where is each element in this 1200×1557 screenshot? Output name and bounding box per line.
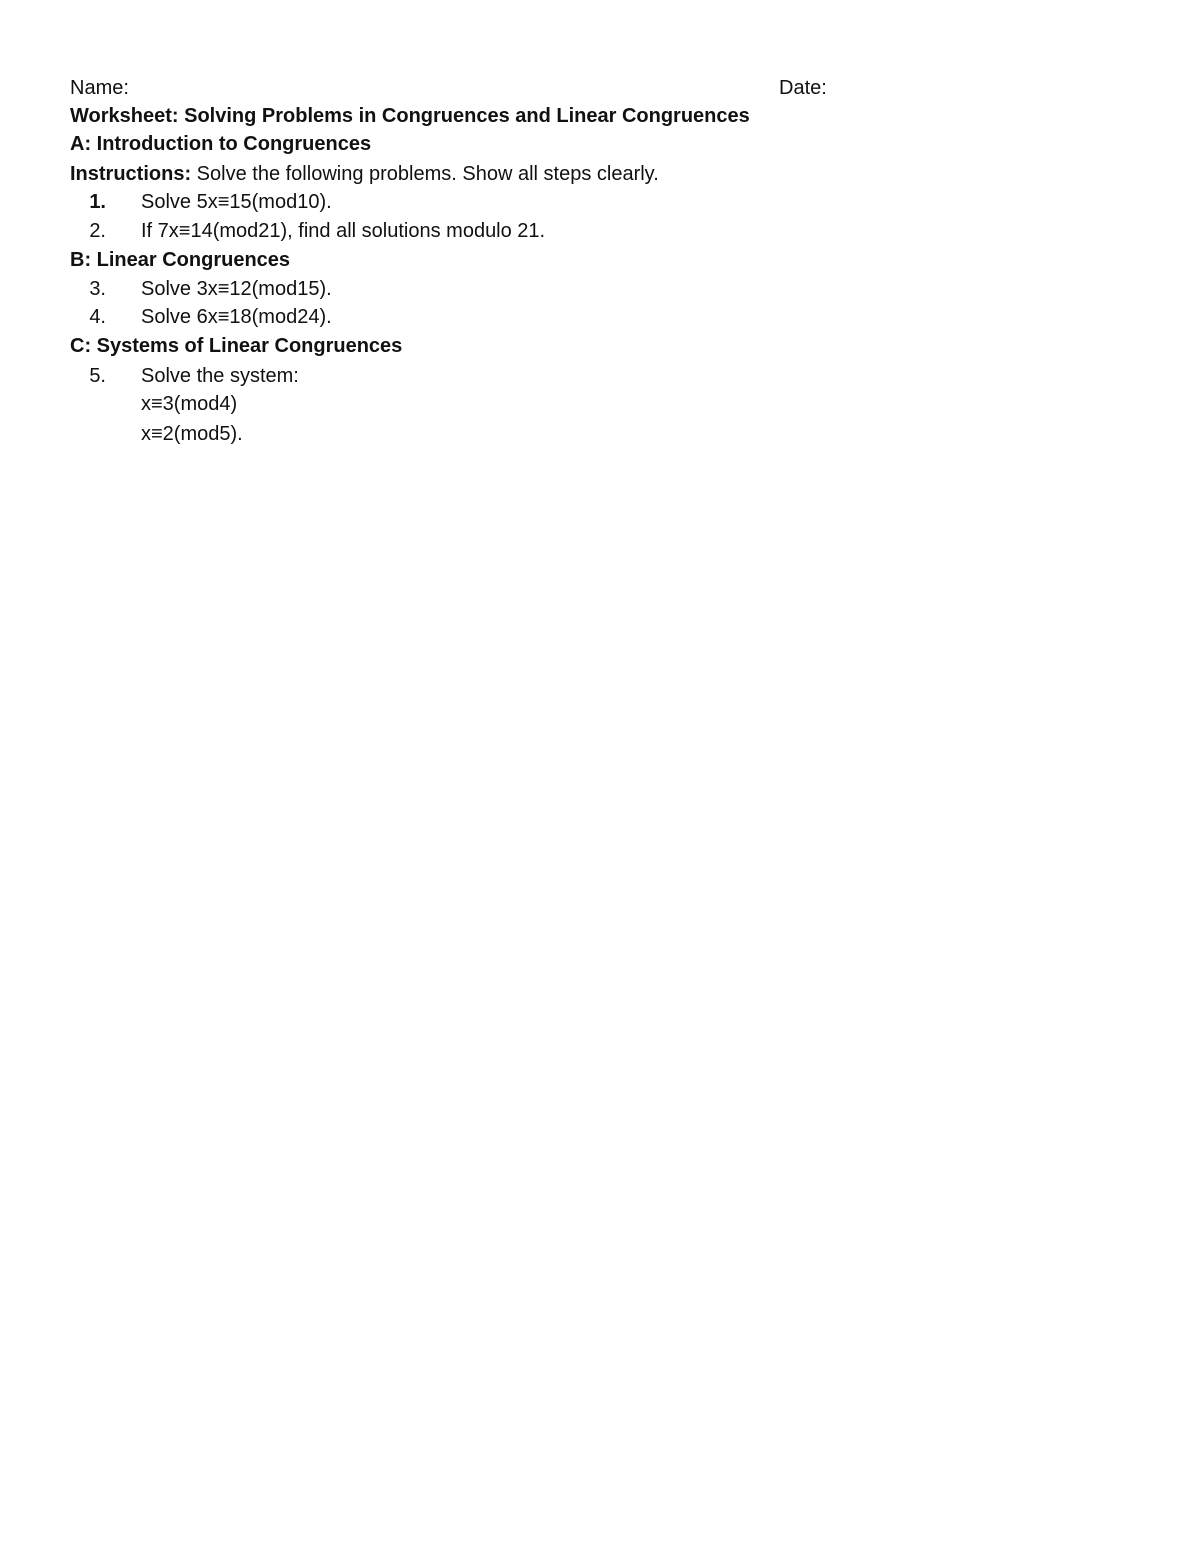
item-text: Solve 3x≡12(mod15). — [141, 278, 332, 300]
system-line: x≡2(mod5). — [141, 423, 243, 445]
item-number: 2. — [89, 220, 106, 242]
list-item — [70, 362, 299, 390]
section-a-heading: A: Introduction to Congruences — [70, 133, 372, 155]
item-number: 5. — [89, 365, 106, 387]
instructions-text: Solve the following problems. Show all steps clearly. — [191, 163, 659, 185]
list-item — [70, 303, 332, 331]
item-text: Solve 5x≡15(mod10). — [141, 191, 332, 213]
system-line: x≡3(mod4) — [141, 393, 238, 415]
item-number: 3. — [89, 278, 106, 300]
name-label: Name: — [70, 77, 129, 99]
item-number: 1. — [89, 191, 106, 213]
item-text: Solve 6x≡18(mod24). — [141, 306, 332, 328]
section-c-heading: C: Systems of Linear Congruences — [70, 335, 403, 357]
item-text: If 7x≡14(mod21), find all solutions modulo 21. — [141, 220, 546, 242]
date-label: Date: — [779, 77, 827, 99]
list-item — [70, 275, 332, 303]
list-item — [70, 217, 546, 245]
worksheet-title: Worksheet: Solving Problems in Congruences and Linear Congruences — [70, 105, 750, 127]
item-number: 4. — [89, 306, 106, 328]
item-text: Solve the system: — [141, 365, 299, 387]
list-item — [70, 188, 332, 216]
instructions-line — [70, 160, 659, 188]
section-b-heading: B: Linear Congruences — [70, 249, 291, 271]
instructions-label: Instructions: — [70, 163, 192, 185]
